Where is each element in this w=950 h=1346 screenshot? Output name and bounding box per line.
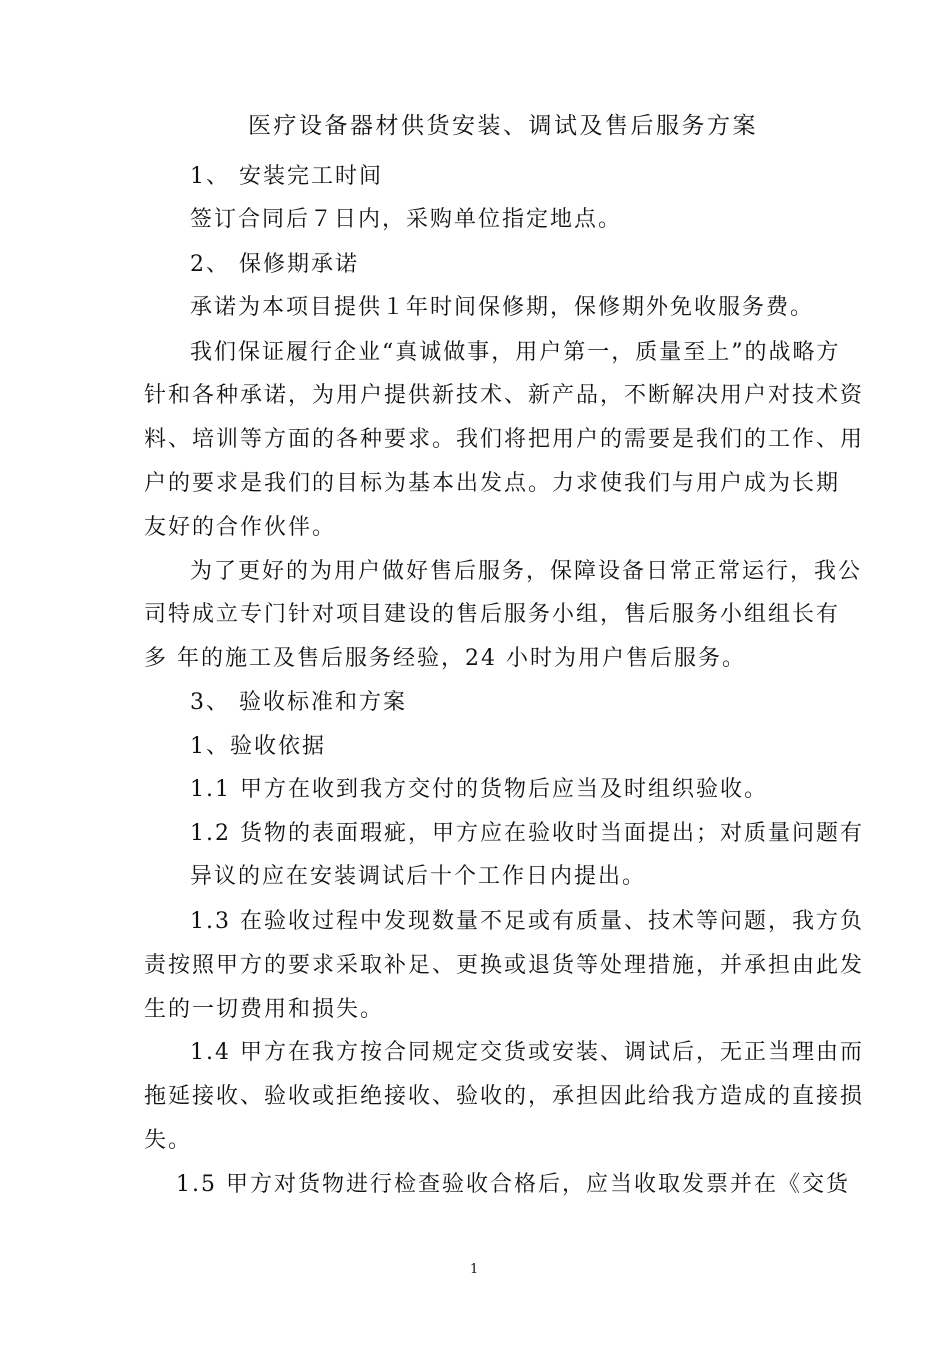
paragraph-line: 为了更好的为用户做好售后服务，保障设备日常正常运行，我公 [190,559,863,584]
page-number: 1 [470,1262,479,1277]
paragraph-line: 承诺为本项目提供１年时间保修期，保修期外免收服务费。 [190,295,815,320]
paragraph-line: 针和各种承诺，为用户提供新技术、新产品，不断解决用户对技术资 [144,383,865,408]
paragraph-line: 签订合同后７日内，采购单位指定地点。 [190,207,623,232]
paragraph-line: 户的要求是我们的目标为基本出发点。力求使我们与用户成为长期 [144,471,841,496]
section-heading: 2、 保修期承诺 [190,252,359,277]
paragraph-line: 多 年的施工及售后服务经验，24 小时为用户售后服务。 [144,646,746,671]
paragraph-line: 拖延接收、验收或拒绝接收、验收的，承担因此给我方造成的直接损 [144,1084,865,1109]
paragraph-line: 1.3 在验收过程中发现数量不足或有质量、技术等问题，我方负 [190,909,864,934]
paragraph-line: 友好的合作伙伴。 [144,515,337,540]
section-heading: 3、 验收标准和方案 [190,690,407,715]
paragraph-line: 责按照甲方的要求采取补足、更换或退货等处理措施，并承担由此发 [144,953,865,978]
paragraph-line: 1.1 甲方在收到我方交付的货物后应当及时组织验收。 [190,777,768,802]
section-heading: 1、 安装完工时间 [190,164,383,189]
document-title: 医疗设备器材供货安装、调试及售后服务方案 [248,113,758,139]
paragraph-line: 我们保证履行企业“真诚做事，用户第一，质量至上”的战略方 [190,340,841,365]
paragraph-line: 1.5 甲方对货物进行检查验收合格后，应当收取发票并在《交货 [176,1172,850,1197]
paragraph-line: 生的一切费用和损失。 [144,997,385,1022]
paragraph-line: 司特成立专门针对项目建设的售后服务小组，售后服务小组组长有 [144,602,841,627]
subsection-heading: 1、验收依据 [190,734,326,759]
paragraph-line: 1.4 甲方在我方按合同规定交货或安装、调试后，无正当理由而 [190,1040,864,1065]
paragraph-line: 异议的应在安装调试后十个工作日内提出。 [190,864,647,889]
paragraph-line: 1.2 货物的表面瑕疵，甲方应在验收时当面提出；对质量问题有 [190,821,864,846]
paragraph-line: 料、培训等方面的各种要求。我们将把用户的需要是我们的工作、用 [144,427,865,452]
paragraph-line: 失。 [144,1128,193,1153]
